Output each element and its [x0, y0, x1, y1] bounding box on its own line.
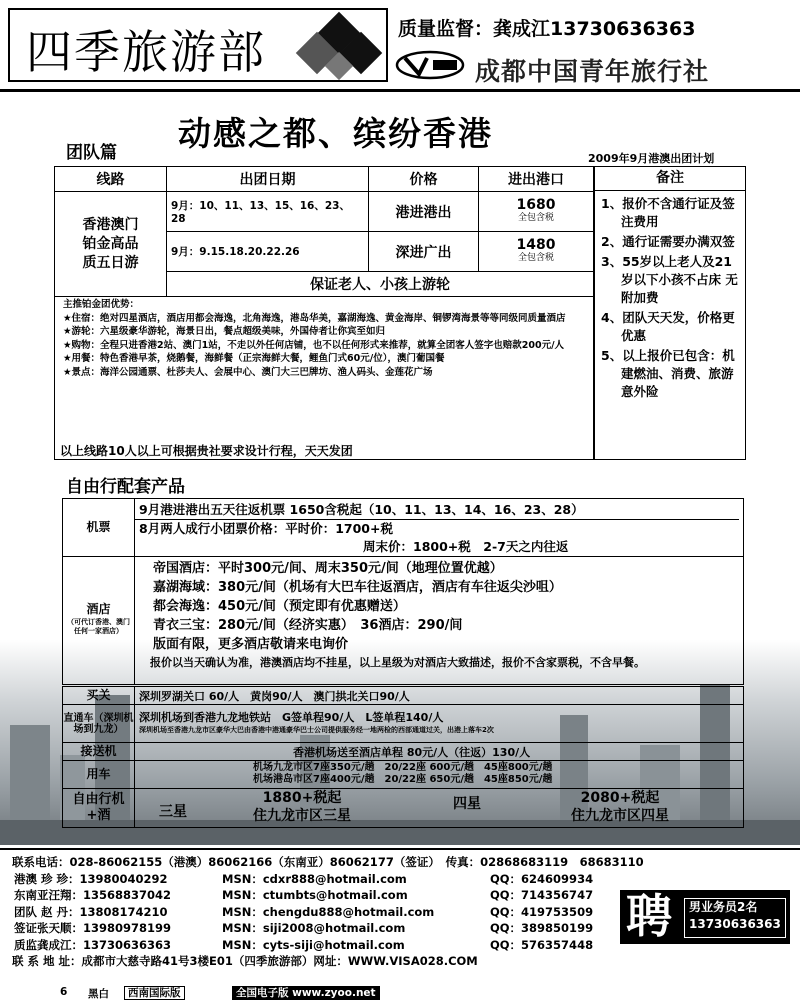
car-label: 用车 — [63, 761, 135, 788]
recruit-info — [684, 898, 786, 938]
ticket-line: 9月港进港出五天往返机票 1650含税起（10、11、13、14、16、23、28） — [139, 502, 584, 517]
col-port: 进出港口 — [479, 167, 594, 192]
hotel-item: 都会海逸：450元/间（预定即有优惠赠送） — [153, 599, 406, 614]
hotel-sub: （可代订香港、澳门任何一家酒店） — [67, 618, 130, 635]
pass-row — [62, 686, 744, 704]
ticket-row — [62, 498, 744, 556]
row-dates: 9月：10、11、13、15、16、23、28 — [167, 192, 369, 232]
recruit-char: 聘 — [626, 889, 672, 943]
col-route: 线路 — [55, 167, 167, 192]
transfer-label: 接送机 — [63, 743, 135, 760]
recruit-phone: 13730636363 — [689, 917, 781, 931]
note-item: 2、通行证需要办满双签 — [601, 234, 735, 249]
notes-header: 备注 — [595, 167, 745, 191]
row-price — [479, 232, 594, 272]
pass-label: 买关 — [63, 687, 135, 704]
plan-subtitle: 2009年9月港澳出团计划 — [588, 152, 715, 165]
combo-four-price-value: 2080+税起 — [580, 790, 660, 806]
advantage-item: ★购物：全程只进香港2站、澳门1站，不走以外任何店铺，也不以任何形式来推荐，就算全团客人签字也赔款200元/人 — [63, 339, 565, 351]
contact-name: 东南亚汪翔：13568837042 — [14, 888, 172, 902]
brand-box — [8, 8, 388, 82]
combo-four-star: 四星 — [453, 796, 481, 812]
quality-supervisor — [398, 14, 695, 41]
bus-note: 深圳机场至香港九龙市区豪华大巴由香港中港通豪华巴士公司提供服务经一地两检的西部通道过关，出港上落车2次 — [139, 726, 494, 734]
combo-three-price-desc: 住九龙市区三星 — [253, 808, 351, 824]
combo-label: 自由行机+酒 — [63, 789, 135, 827]
contact-phone: 联系电话：028-86062155（港澳）86062166（东南亚）86062177（签证） 传真：02868683119 68683110 — [12, 855, 644, 869]
contact-msn: MSN：siji2008@hotmail.com — [222, 921, 406, 935]
advantage-item: ★景点：海洋公园通票、杜莎夫人、会展中心、澳门大三巴牌坊、渔人码头、金莲花广场 — [63, 366, 433, 378]
team-table — [54, 166, 594, 297]
combo-four-price-desc: 住九龙市区四星 — [571, 808, 669, 824]
advantage-item: ★用餐：特色香港早茶，烧鹅餐，海鲜餐（正宗海鲜大餐，鲤鱼门式60元/位），澳门葡国餐 — [63, 353, 445, 364]
price-value: 1680 — [516, 196, 556, 213]
bus-line: 深圳机场到香港九龙地铁站 G签单程90/人 L签单程140/人 — [139, 711, 444, 724]
car-content — [253, 762, 739, 786]
quality-person: 龚成江13730636363 — [493, 18, 696, 40]
contact-address: 联 系 地 址：成都市大慈寺路41号3楼E01（四季旅游部）网址：WWW.VISA028.COM — [12, 953, 478, 968]
recruit-line: 男业务员2名 — [689, 900, 758, 914]
hotel-item: 版面有限，更多酒店敬请来电询价 — [153, 637, 349, 652]
car-line: 机场九龙市区7座350元/趟 20/22座 600元/趟 45座800元/趟 — [253, 762, 553, 773]
combo-four-price — [571, 789, 669, 825]
contact-name: 签证张天顺：13980978199 — [14, 921, 172, 935]
hotel-item: 嘉湖海域：380元/间（机场有大巴车往返酒店，酒店有车往返尖沙咀） — [153, 580, 562, 595]
ticket-line: 8月两人成行小团票价格：平时价：1700+税 — [135, 519, 739, 538]
contact-qq: QQ：714356747 — [490, 888, 594, 902]
agency-name: 成都中国青年旅行社 — [475, 57, 710, 86]
brand-name: 四季旅游部 — [26, 25, 266, 79]
notes-list — [595, 191, 745, 407]
contact-msn: MSN：cyts-siji@hotmail.com — [222, 937, 405, 952]
page-number: 6 — [60, 986, 68, 998]
advantage-item: ★游轮：六星级豪华游轮，海景日出，餐点超级美味，外国侍者让你宾至如归 — [63, 326, 386, 337]
car-row — [62, 760, 744, 788]
col-price: 价格 — [369, 167, 479, 192]
car-line: 机场港岛市区7座400元/趟 20/22座 650元/趟 45座850元/趟 — [253, 774, 553, 785]
page-header — [0, 0, 800, 92]
print-color: 黑白 — [88, 988, 109, 1000]
guarantee-text: 保证老人、小孩上游轮 — [167, 272, 594, 297]
team-table-header — [55, 167, 594, 192]
combo-three-price-value: 1880+税起 — [262, 790, 342, 806]
note-item: 3、55岁以上老人及21岁以下小孩不占床 无附加费 — [601, 254, 738, 305]
contact-msn: MSN：ctumbts@hotmail.com — [222, 888, 408, 902]
hotel-label-box — [63, 557, 135, 684]
contact-name: 质监龚成江：13730636363 — [14, 937, 172, 952]
price-note: 全包含税 — [517, 212, 554, 223]
advantages-box — [54, 294, 594, 460]
price-value: 1480 — [516, 236, 556, 253]
route-name: 香港澳门 铂金高品 质五日游 — [55, 192, 167, 297]
page-footer — [0, 986, 800, 1000]
combo-row — [62, 788, 744, 828]
advantages-title: 主推铂金团优势： — [63, 299, 140, 310]
bus-content — [139, 711, 739, 735]
contact-qq: QQ：624609934 — [490, 871, 594, 886]
table-row — [55, 192, 594, 232]
quality-label: 质量监督： — [398, 18, 494, 40]
contact-name: 港澳 珍 珍：13980040292 — [14, 871, 168, 886]
free-travel-heading: 自由行配套产品 — [66, 477, 185, 497]
hotel-item: 青衣三宝：280元/间（经济实惠） 36酒店：290/间 — [153, 618, 463, 633]
col-dates: 出团日期 — [167, 167, 369, 192]
combo-three-price — [253, 789, 351, 825]
divider — [62, 684, 744, 685]
contact-qq: QQ：389850199 — [490, 921, 594, 935]
hotel-note: 报价以当天确认为准，港澳酒店均不挂星，以上星级为对酒店大致描述，报价不含家票税，不含早餐。 — [150, 656, 645, 669]
contact-msn: MSN：cdxr888@hotmail.com — [222, 871, 407, 886]
notes-box — [594, 166, 746, 460]
row-port: 港进港出 — [369, 192, 479, 232]
transfer-row — [62, 742, 744, 760]
note-item: 1、报价不含通行证及签注费用 — [601, 196, 735, 229]
brand-diamond-icon — [300, 18, 380, 78]
route-note: 以上线路10人以上可根据贵社要求设计行程，天天发团 — [60, 444, 353, 458]
note-item: 4、团队天天发，价格更优惠 — [601, 310, 735, 343]
advantage-item: ★住宿：绝对四星酒店，酒店用都会海逸，北角海逸，港岛华美，嘉湖海逸、黄金海岸、铜锣湾海景等等同级同质量酒店 — [63, 312, 566, 324]
edition-tag: 西南国际版 — [124, 986, 185, 1000]
bus-label: 直通车（深圳机场到九龙） — [63, 705, 135, 742]
hotel-list — [153, 559, 739, 654]
contact-name: 团队 赵 丹：13808174210 — [14, 904, 168, 919]
recruit-badge — [620, 890, 790, 944]
bus-row — [62, 704, 744, 742]
pass-content: 深圳罗湖关口 60/人 黄岗90/人 澳门拱北关口90/人 — [139, 690, 410, 703]
contact-qq: QQ：576357448 — [490, 937, 594, 952]
transfer-content: 香港机场送至酒店单程 80元/人（往返）130/人 — [293, 746, 531, 759]
ticket-line: 周末价：1800+税 2-7天之内往返 — [363, 539, 569, 554]
row-dates: 9月：9.15.18.20.22.26 — [167, 232, 369, 272]
ticket-label: 机票 — [63, 499, 135, 556]
team-section-tag: 团队篇 — [66, 143, 117, 163]
contact-msn: MSN：chengdu888@hotmail.com — [222, 904, 435, 919]
hotel-item: 帝国酒店：平时300元/间、周末350元/间（地理位置优越） — [153, 561, 503, 576]
row-port: 深进广出 — [369, 232, 479, 272]
ticket-content — [139, 501, 739, 556]
combo-three-star: 三星 — [159, 804, 187, 820]
row-price — [479, 192, 594, 232]
e-edition-tag: 全国电子版 www.zyoo.net — [232, 986, 380, 1000]
main-title: 动感之都、缤纷香港 — [178, 114, 493, 153]
contact-qq: QQ：419753509 — [490, 904, 594, 919]
note-item: 5、以上报价已包含：机建燃油、消费、旅游意外险 — [601, 348, 735, 399]
agency-logo-icon — [395, 50, 465, 80]
hotel-label: 酒店 — [86, 602, 111, 616]
price-note: 全包含税 — [517, 252, 554, 263]
